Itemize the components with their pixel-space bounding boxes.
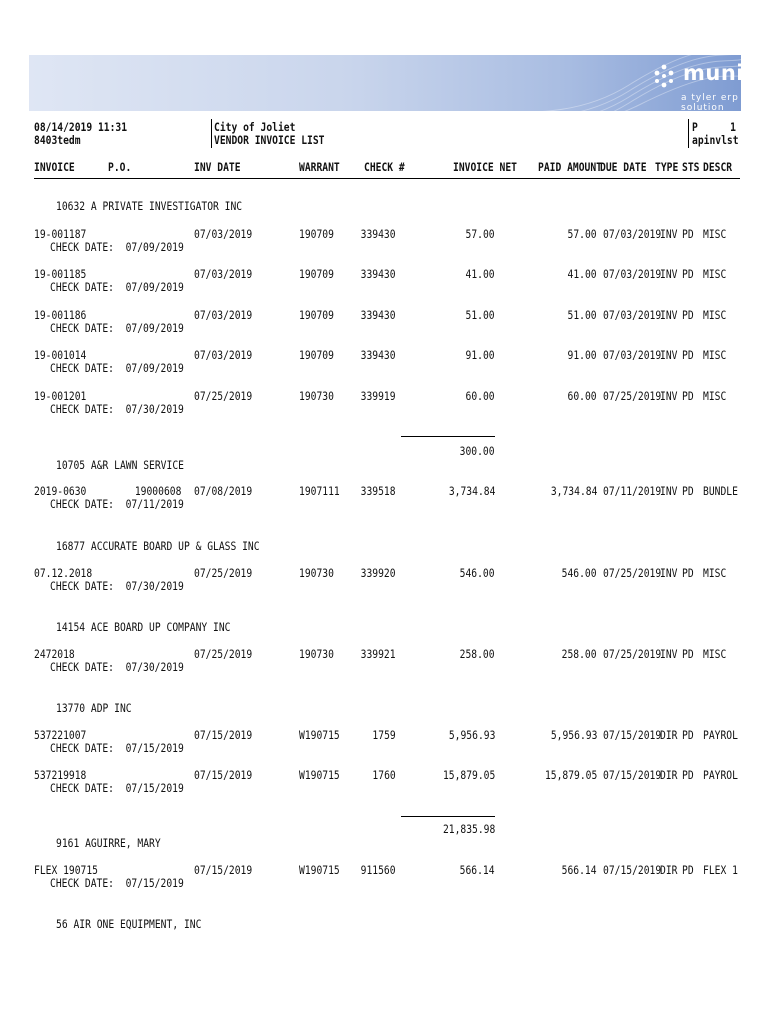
cell-descr: PAYROL [703, 728, 738, 742]
cell-paid: 60.00 [567, 389, 597, 403]
cell-warrant: W190715 [299, 728, 340, 742]
cell-type: INV [660, 566, 678, 580]
cell-inv-date: 07/15/2019 [194, 728, 253, 742]
cell-invoice: 19-001201 [34, 389, 87, 403]
cell-po: 19000608 [134, 484, 181, 498]
check-date: CHECK DATE: 07/30/2019 [50, 579, 184, 593]
cell-check: 339430 [361, 348, 396, 362]
cell-inv-date: 07/15/2019 [194, 863, 253, 877]
cell-type: INV [660, 484, 678, 498]
cell-sts: PD [682, 728, 694, 742]
check-date: CHECK DATE: 07/11/2019 [50, 497, 184, 511]
col-paid-amount: PAID AMOUNT [538, 160, 602, 174]
cell-check: 339430 [361, 267, 396, 281]
cell-inv-date: 07/15/2019 [194, 768, 253, 782]
cell-type: INV [660, 308, 678, 322]
vendor-name: 9161 AGUIRRE, MARY [56, 836, 161, 850]
check-date: CHECK DATE: 07/09/2019 [50, 280, 184, 294]
cell-invoice: 19-001014 [34, 348, 87, 362]
col-invoice-net: INVOICE NET [453, 160, 517, 174]
header-rule [34, 178, 740, 179]
vendor-name: 10632 A PRIVATE INVESTIGATOR INC [56, 199, 243, 213]
vendor-name: 16877 ACCURATE BOARD UP & GLASS INC [56, 539, 260, 553]
cell-descr: MISC [703, 566, 727, 580]
cell-invoice: 19-001185 [34, 267, 87, 281]
cell-invoice: 2472018 [34, 647, 75, 661]
vendor-name: 13770 ADP INC [56, 701, 132, 715]
cell-descr: MISC [703, 227, 727, 241]
report-banner [29, 55, 757, 113]
cell-check: 339920 [361, 566, 396, 580]
cell-inv-date: 07/25/2019 [194, 566, 253, 580]
cell-due: 07/03/2019 [603, 227, 662, 241]
vendor-name: 14154 ACE BOARD UP COMPANY INC [56, 620, 231, 634]
cell-paid: 57.00 [567, 227, 597, 241]
check-date: CHECK DATE: 07/30/2019 [50, 660, 184, 674]
cell-warrant: W190715 [299, 863, 340, 877]
cell-net: 258.00 [460, 647, 495, 661]
cell-sts: PD [682, 768, 694, 782]
subtotal-rule [401, 816, 495, 817]
cell-type: DIR [660, 728, 678, 742]
cell-net: 41.00 [465, 267, 495, 281]
cell-due: 07/11/2019 [603, 484, 662, 498]
vendor-name: 56 AIR ONE EQUIPMENT, INC [56, 917, 202, 931]
cell-type: INV [660, 348, 678, 362]
check-date: CHECK DATE: 07/15/2019 [50, 781, 184, 795]
cell-paid: 51.00 [567, 308, 597, 322]
cell-warrant: 190709 [299, 308, 334, 322]
logo-tagline: a tyler erp solution [681, 93, 739, 113]
cell-type: INV [660, 647, 678, 661]
cell-due: 07/15/2019 [603, 863, 662, 877]
cell-invoice: 537221007 [34, 728, 87, 742]
cell-check: 339430 [361, 227, 396, 241]
cell-due: 07/25/2019 [603, 647, 662, 661]
check-date: CHECK DATE: 07/09/2019 [50, 321, 184, 335]
report-user: 8403tedm [34, 133, 81, 147]
cell-net: 566.14 [460, 863, 495, 877]
cell-sts: PD [682, 267, 694, 281]
cell-check: 339919 [361, 389, 396, 403]
cell-due: 07/15/2019 [603, 768, 662, 782]
cell-due: 07/25/2019 [603, 389, 662, 403]
cell-inv-date: 07/25/2019 [194, 389, 253, 403]
cell-type: INV [660, 267, 678, 281]
page-number: 1 [730, 120, 736, 134]
cell-sts: PD [682, 348, 694, 362]
cell-paid: 546.00 [562, 566, 597, 580]
cell-descr: MISC [703, 647, 727, 661]
col-po: P.O. [108, 160, 132, 174]
cell-warrant: 190730 [299, 647, 334, 661]
col-descr: DESCR [703, 160, 733, 174]
cell-paid: 41.00 [567, 267, 597, 281]
cell-check: 1759 [372, 728, 396, 742]
cell-invoice: 2019-0630 [34, 484, 87, 498]
cell-inv-date: 07/03/2019 [194, 227, 253, 241]
cell-paid: 566.14 [562, 863, 597, 877]
cell-warrant: 1907111 [299, 484, 340, 498]
cell-invoice: 07.12.2018 [34, 566, 93, 580]
report-code: apinvlst [692, 133, 739, 147]
cell-net: 546.00 [460, 566, 495, 580]
cell-descr: MISC [703, 348, 727, 362]
col-check: CHECK # [364, 160, 405, 174]
report-title: VENDOR INVOICE LIST [214, 133, 325, 147]
cell-invoice: 19-001186 [34, 308, 87, 322]
org-name: City of Joliet [214, 120, 296, 134]
cell-net: 91.00 [465, 348, 495, 362]
cell-check: 339430 [361, 308, 396, 322]
cell-type: DIR [660, 768, 678, 782]
cell-sts: PD [682, 308, 694, 322]
page-label: P [692, 120, 698, 134]
check-date: CHECK DATE: 07/30/2019 [50, 402, 184, 416]
cell-net: 57.00 [465, 227, 495, 241]
cell-inv-date: 07/25/2019 [194, 647, 253, 661]
cell-warrant: 190709 [299, 348, 334, 362]
cell-sts: PD [682, 484, 694, 498]
cell-due: 07/03/2019 [603, 267, 662, 281]
col-invoice: INVOICE [34, 160, 75, 174]
cell-warrant: 190730 [299, 566, 334, 580]
cell-net: 51.00 [465, 308, 495, 322]
check-date: CHECK DATE: 07/15/2019 [50, 876, 184, 890]
cell-net: 60.00 [465, 389, 495, 403]
cell-warrant: W190715 [299, 768, 340, 782]
cell-type: DIR [660, 863, 678, 877]
cell-paid: 91.00 [567, 348, 597, 362]
cell-descr: MISC [703, 308, 727, 322]
cell-inv-date: 07/03/2019 [194, 348, 253, 362]
munis-logo-icon [651, 63, 677, 89]
cell-inv-date: 07/08/2019 [194, 484, 253, 498]
cell-descr: MISC [703, 389, 727, 403]
vendor-name: 10705 A&R LAWN SERVICE [56, 458, 184, 472]
check-date: CHECK DATE: 07/09/2019 [50, 361, 184, 375]
cell-paid: 3,734.84 [550, 484, 597, 498]
header-divider-left [211, 119, 212, 148]
cell-paid: 15,879.05 [544, 768, 597, 782]
cell-inv-date: 07/03/2019 [194, 267, 253, 281]
cell-sts: PD [682, 566, 694, 580]
cell-descr: MISC [703, 267, 727, 281]
header-divider-right [688, 119, 689, 148]
logo-wordmark: munis [683, 61, 757, 85]
cell-descr: FLEX 1 [703, 863, 738, 877]
vendor-total: 21,835.98 [442, 822, 495, 836]
cell-type: INV [660, 389, 678, 403]
cell-sts: PD [682, 227, 694, 241]
cell-type: INV [660, 227, 678, 241]
cell-warrant: 190730 [299, 389, 334, 403]
col-warrant: WARRANT [299, 160, 340, 174]
cell-due: 07/25/2019 [603, 566, 662, 580]
col-type: TYPE [655, 160, 679, 174]
check-date: CHECK DATE: 07/09/2019 [50, 240, 184, 254]
subtotal-rule [401, 436, 495, 437]
cell-sts: PD [682, 863, 694, 877]
col-inv-date: INV DATE [194, 160, 241, 174]
cell-warrant: 190709 [299, 267, 334, 281]
cell-net: 5,956.93 [448, 728, 495, 742]
cell-check: 1760 [372, 768, 396, 782]
cell-net: 15,879.05 [442, 768, 495, 782]
cell-invoice: FLEX 190715 [34, 863, 98, 877]
cell-due: 07/03/2019 [603, 348, 662, 362]
cell-descr: BUNDLE [703, 484, 738, 498]
cell-warrant: 190709 [299, 227, 334, 241]
report-datetime: 08/14/2019 11:31 [34, 120, 128, 134]
cell-inv-date: 07/03/2019 [194, 308, 253, 322]
cell-sts: PD [682, 647, 694, 661]
cell-descr: PAYROL [703, 768, 738, 782]
cell-sts: PD [682, 389, 694, 403]
cell-due: 07/03/2019 [603, 308, 662, 322]
cell-check: 339921 [361, 647, 396, 661]
cell-due: 07/15/2019 [603, 728, 662, 742]
vendor-total: 300.00 [460, 444, 495, 458]
cell-invoice: 19-001187 [34, 227, 87, 241]
check-date: CHECK DATE: 07/15/2019 [50, 741, 184, 755]
col-sts: STS [682, 160, 700, 174]
cell-check: 339518 [361, 484, 396, 498]
cell-check: 911560 [361, 863, 396, 877]
cell-paid: 5,956.93 [550, 728, 597, 742]
col-due-date: DUE DATE [600, 160, 647, 174]
cell-net: 3,734.84 [448, 484, 495, 498]
cell-paid: 258.00 [562, 647, 597, 661]
cell-invoice: 537219918 [34, 768, 87, 782]
